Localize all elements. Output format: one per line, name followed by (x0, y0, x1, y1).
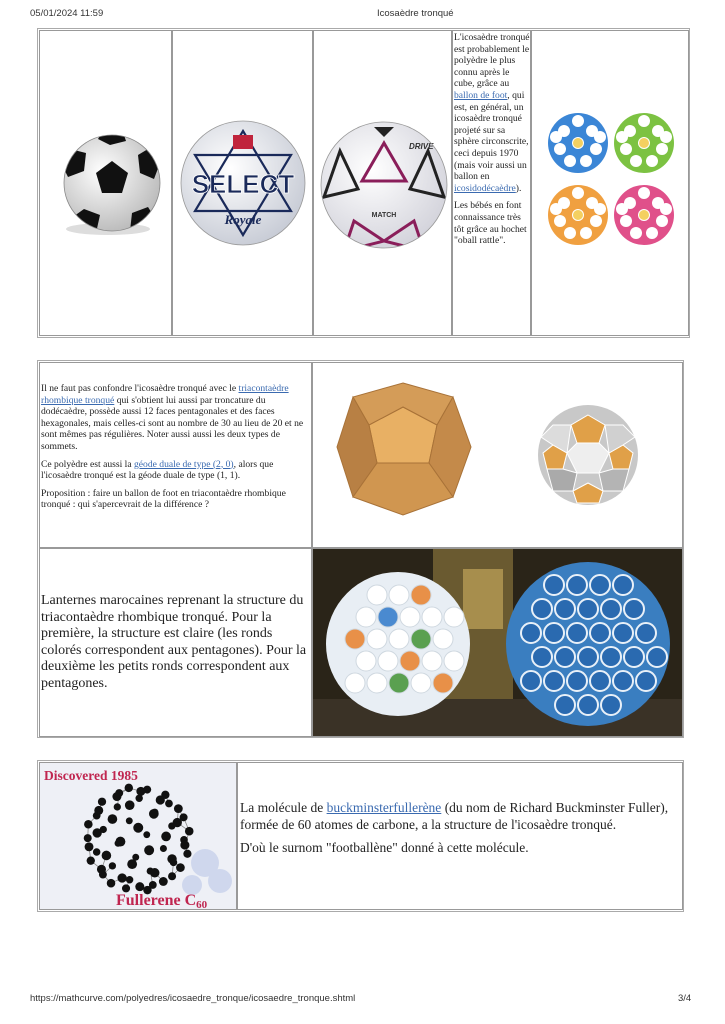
select-brand-text: SELECT (191, 169, 295, 199)
rattle-ball (548, 113, 608, 173)
match-ball-image (314, 31, 451, 335)
polyhedra-image-cell (312, 362, 683, 548)
rattle-ball (548, 185, 608, 245)
icosidodecaedre-link[interactable]: icosidodécaèdre (454, 182, 516, 194)
rattle-ball (614, 113, 674, 173)
discovered-text: Discovered 1985 (44, 768, 138, 783)
dodecahedron-image (337, 383, 471, 515)
ball-cell-1 (39, 30, 172, 336)
fullerene-text: Fullerene C (116, 892, 197, 909)
select-royale-ball-image (173, 31, 312, 335)
footballene-paragraph: D'où le surnom "footballène" donné à cette molécule. (240, 840, 529, 855)
lanternes-text-cell (39, 548, 312, 737)
football-paragraph: L'icosaèdre tronqué est probablement le polyèdre le plus connu après le cube, grâce au ballon de foot, qui est, en général, un icosaèdre tronqué projeté sur sa sphère circonscrite, ceci depuis 1970 (mais voir aussi un ballon en icosidodécaèdre). (454, 32, 530, 194)
section-triacontaedre-table (37, 360, 684, 738)
rattle-ball (614, 185, 674, 245)
fullerene-image-cell (39, 762, 237, 910)
lanternes-image-cell (312, 548, 683, 737)
truncated-triacontaedre-image (538, 405, 638, 505)
ball-cell-3 (313, 30, 452, 336)
print-datetime: 05/01/2024 11:59 (30, 8, 104, 19)
match-text: MATCH (371, 212, 397, 219)
print-page-number: 3/4 (678, 993, 692, 1004)
classic-football-image (40, 31, 171, 335)
fullerene-text-cell (237, 762, 683, 910)
triacontaedre-link[interactable]: triacontaèdre rhombique tronqué (41, 383, 289, 406)
rattle-paragraph: Les bébés en font connaissance très tôt grâce au hochet "oball rattle". (454, 200, 527, 247)
print-title: Icosaèdre tronqué (377, 8, 454, 19)
moroccan-lanterns-image (313, 549, 682, 736)
buckminsterfullerene-link[interactable]: buckminsterfullerène (326, 800, 442, 815)
drive-text: DRIVE (409, 142, 434, 151)
geode-paragraph: Ce polyèdre est aussi la géode duale de type (2, 0), alors que l'icosaèdre tronqué est la géode duale de type (1, 1). (41, 458, 274, 482)
confusion-paragraph: Il ne faut pas confondre l'icosaèdre tronqué avec le triacontaèdre rhombique tronqué qui s'obtient lui aussi par troncature du dodécaèdre, possède aussi 12 faces pentagonales et des faces hexagonales, mais celles-ci sont au nombre de 30 au lieu de 20 et ne sont mêmes pas régulières. Noter aussi aussi les deux types de sommets. (41, 383, 304, 452)
section-balls-table (37, 28, 690, 338)
ball-cell-2 (172, 30, 313, 336)
oball-rattles-image (532, 31, 688, 335)
rattle-cell (531, 30, 689, 336)
proposition-paragraph: Proposition : faire un ballon de foot en triacontaèdre rhombique tronqué : qui s'apercevrait de la différence ? (41, 487, 286, 511)
royale-text: Royale (224, 212, 262, 227)
section-fullerene-table (37, 760, 684, 912)
ballon-de-foot-link[interactable]: ballon de foot (454, 89, 508, 101)
ball-text-cell (452, 30, 531, 336)
fullerene-subscript: 60 (196, 899, 208, 909)
fullerene-molecule-image (40, 763, 236, 909)
geode-duale-link[interactable]: géode duale de type (2, 0) (134, 458, 234, 470)
molecule-paragraph: La molécule de buckminsterfullerène (du nom de Richard Buckminster Fuller), formée de 60 atomes de carbone, a la structure de l'icosaèdre tronqué. (240, 800, 669, 832)
print-url: https://mathcurve.com/polyedres/icosaedre_tronque/icosaedre_tronque.shtml (30, 993, 356, 1004)
triacontaedre-text-cell (39, 362, 312, 548)
lanternes-paragraph: Lanternes marocaines reprenant la structure du triacontaèdre rhombique tronqué. Pour la première, la structure est claire (les ronds colorés correspondent aux pentagones). Pour la deuxième les petits ronds correspondent aux pentagones. (41, 593, 307, 691)
svg-text:Fullerene C60 (116, 892, 208, 909)
polyhedra-images (313, 363, 682, 547)
